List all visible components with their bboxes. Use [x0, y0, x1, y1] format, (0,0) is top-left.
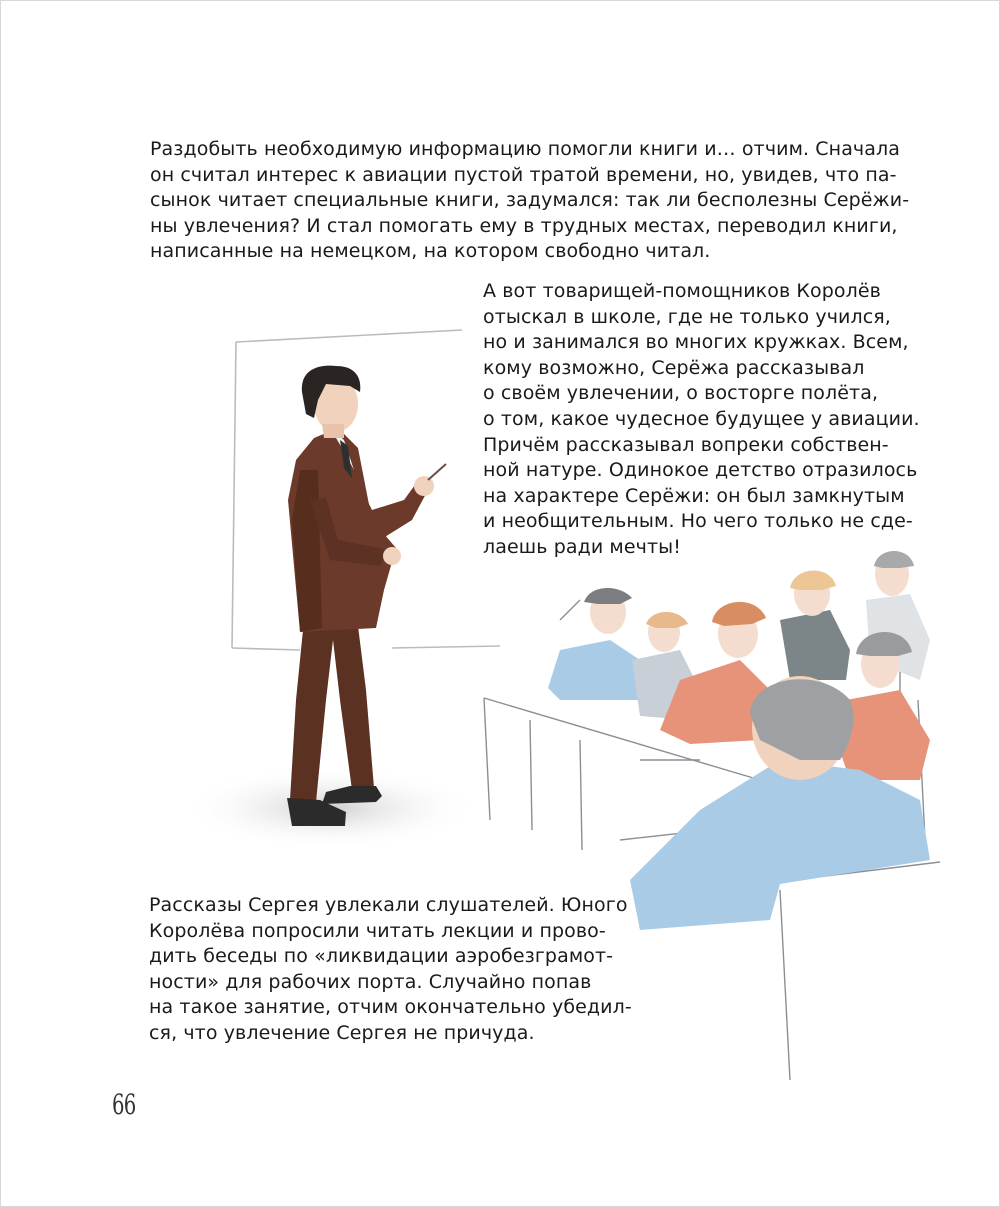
text-line: ной натуре. Одинокое детство отразилось [483, 459, 918, 482]
teacher-neck [322, 424, 344, 438]
teacher-figure [287, 366, 446, 826]
text-line: Королёва попросили читать лекции и прово- [149, 919, 606, 942]
text-line: сынок читает специальные книги, задумался: так ли бесполезны Серёжи- [150, 189, 910, 212]
chalk [428, 464, 446, 480]
text-line: кому возможно, Серёжа рассказывал [483, 356, 865, 379]
text-line: он считал интерес к авиации пустой тратой времени, но, увидев, что па- [150, 163, 897, 186]
jacket-shadow [292, 470, 322, 632]
text-line: Раздобыть необходимую информацию помогли книги и… отчим. Сначала [150, 138, 900, 160]
page-number: 66 [112, 1088, 136, 1121]
student-shirt [630, 760, 930, 930]
student-hair [584, 588, 632, 604]
text-line: но и занимался во многих кружках. Всем, [483, 331, 909, 354]
text-line: на такое занятие, отчим окончательно убедил- [149, 996, 632, 1019]
teacher-hand-pointing [414, 476, 434, 496]
student-left [548, 588, 650, 700]
text-line: на характере Серёжи: он был замкнутым [483, 484, 905, 507]
student-hair [646, 612, 688, 628]
students-group [484, 551, 940, 1080]
student-hair [712, 602, 766, 626]
text-line: А вот товарищей-помощников Королёв [483, 280, 881, 302]
text-line: написанные на немецком, на котором свободно читал. [150, 240, 711, 263]
text-line: и необщительным. Но чего только не сде- [483, 510, 913, 533]
student-hair [874, 551, 914, 568]
teacher-hand-lower [383, 547, 401, 565]
text-line: о том, какое чудесное будущее у авиации. [483, 407, 920, 430]
text-line: ны увлечения? И стал помогать ему в трудных местах, переводил книги, [150, 214, 898, 237]
text-line: Причём рассказывал вопреки собствен- [483, 433, 889, 456]
text-line: ся, что увлечение Сергея не причуда. [149, 1021, 535, 1044]
text-line: дить беседы по «ликвидации аэробезграмот- [149, 945, 614, 968]
text-line: о своём увлечении, о восторге полёта, [483, 382, 879, 405]
student-vest [780, 570, 850, 680]
text-line: лаешь ради мечты! [483, 535, 681, 558]
student-vest [780, 610, 850, 680]
text-line: отыскал в школе, где не только учился, [483, 305, 891, 328]
text-line: ности» для рабочих порта. Случайно попав [149, 970, 592, 993]
text-line: Рассказы Сергея увлекали слушателей. Юного [149, 894, 628, 916]
student-hair [790, 570, 836, 590]
